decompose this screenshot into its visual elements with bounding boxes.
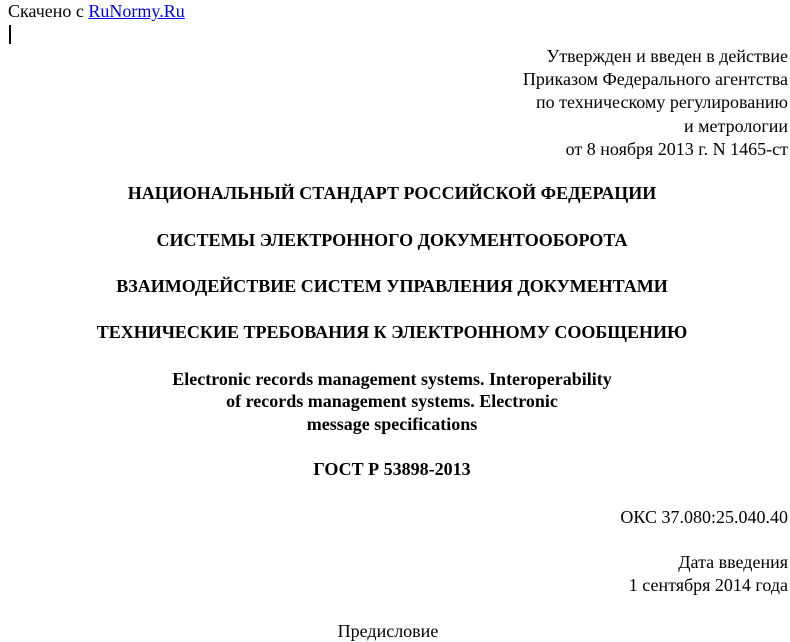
national-standard-heading: НАЦИОНАЛЬНЫЙ СТАНДАРТ РОССИЙСКОЙ ФЕДЕРАЦИИ (127, 183, 657, 203)
oks-code: ОКС 37.080:25.040.40 (620, 507, 788, 527)
approval-line: Утвержден и введен в действие (546, 46, 788, 66)
requirements-heading: ТЕХНИЧЕСКИЕ ТРЕБОВАНИЯ К ЭЛЕКТРОННОМУ СООБЩЕНИЮ (96, 322, 688, 342)
source-line (8, 0, 185, 22)
intro-date-value: 1 сентября 2014 года (628, 575, 788, 595)
english-title-line: Electronic records management systems. Interoperability (172, 369, 612, 389)
approval-line: Приказом Федерального агентства (522, 69, 788, 90)
approval-block (523, 45, 788, 161)
approval-line: и метрологии (684, 115, 788, 136)
preface-heading: Предисловие (337, 621, 439, 641)
english-title-line: message specifications (306, 413, 478, 434)
interaction-heading: ВЗАИМОДЕЙСТВИЕ СИСТЕМ УПРАВЛЕНИЯ ДОКУМЕНТАМИ (116, 276, 668, 296)
text-cursor (9, 25, 11, 44)
approval-line: от 8 ноября 2013 г. N 1465-ст (565, 138, 788, 159)
english-title-line: of records management systems. Electronic (226, 391, 558, 412)
intro-date-label: Дата введения (678, 552, 788, 572)
intro-date-block (629, 551, 788, 597)
gost-number: ГОСТ Р 53898-2013 (313, 459, 471, 479)
source-prefix: Скачено с (8, 1, 89, 21)
systems-heading: СИСТЕМЫ ЭЛЕКТРОННОГО ДОКУМЕНТООБОРОТА (156, 230, 628, 250)
english-title (0, 368, 790, 435)
approval-line: по техническому регулированию (535, 92, 788, 113)
runormy-link[interactable]: RuNormy.Ru (88, 1, 185, 21)
